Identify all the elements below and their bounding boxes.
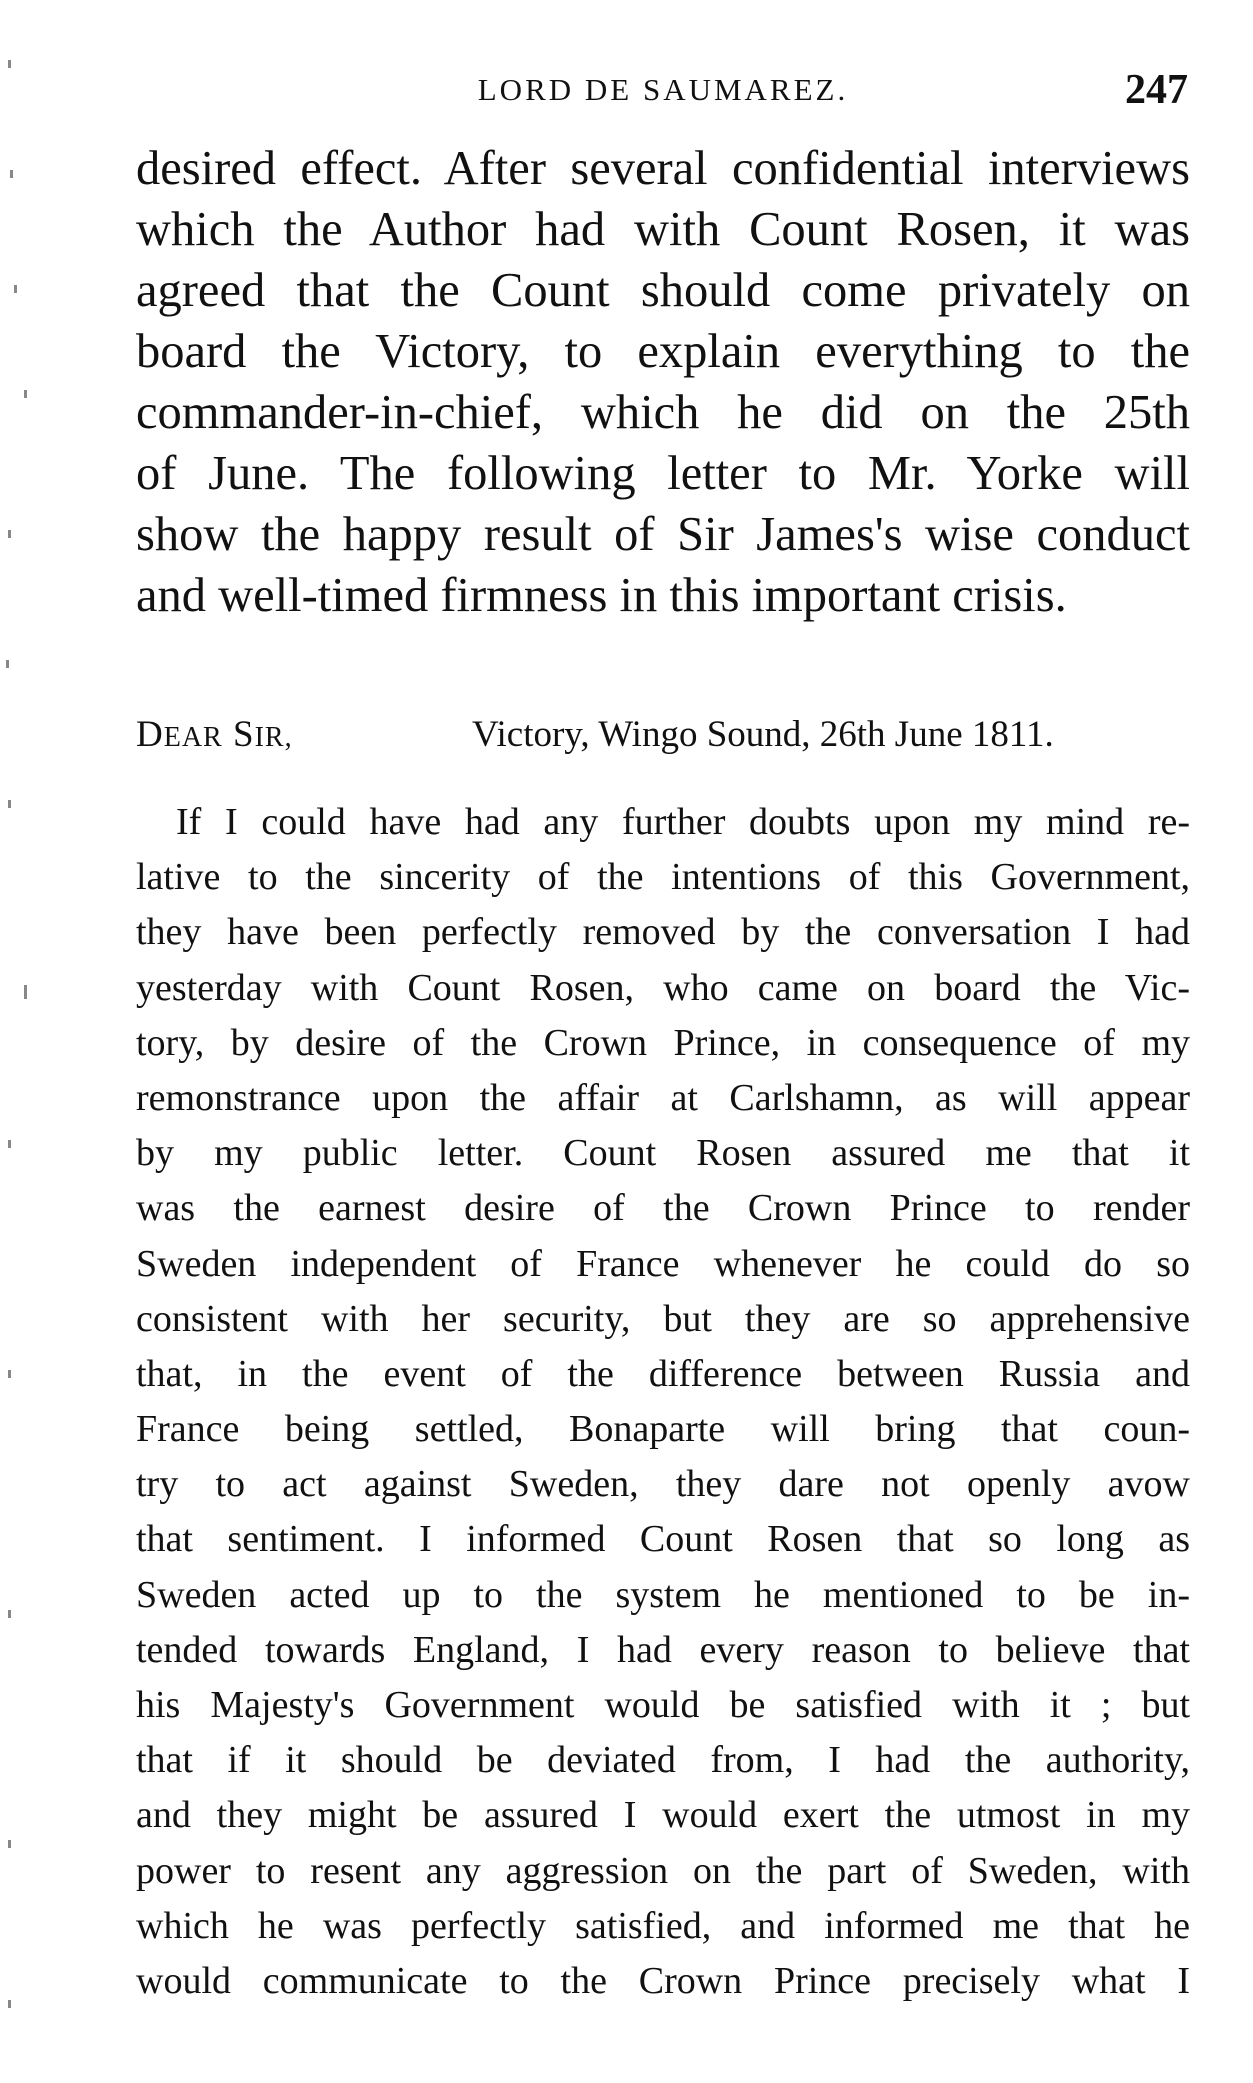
letter-heading xyxy=(136,713,1190,775)
gutter-speck xyxy=(8,1140,11,1148)
gutter-speck xyxy=(8,2000,11,2008)
gutter-speck xyxy=(24,985,27,999)
gutter-speck xyxy=(14,285,17,293)
gutter-speck xyxy=(8,1840,11,1848)
letter-line: by my public letter. Count Rosen assured me that it xyxy=(136,1132,1190,1175)
page-number: 247 xyxy=(1125,67,1188,113)
letter-line: Sweden acted up to the system he mentioned to be in- xyxy=(136,1573,1190,1616)
salutation-smallcaps: IR, xyxy=(254,722,293,753)
letter-line: try to act against Sweden, they dare not openly avow xyxy=(136,1463,1190,1506)
gutter-specks xyxy=(0,0,30,2083)
gutter-speck xyxy=(10,170,13,178)
text-line: agreed that the Count should come privately on xyxy=(136,264,1190,317)
letter-line: remonstrance upon the affair at Carlshamn, as will appear xyxy=(136,1076,1190,1119)
salutation xyxy=(136,713,293,756)
text-line: show the happy result of Sir James's wise conduct xyxy=(136,508,1190,561)
letter-line: tory, by desire of the Crown Prince, in consequence of my xyxy=(136,1021,1190,1064)
letter-line: France being settled, Bonaparte will bring that coun- xyxy=(136,1408,1190,1451)
text-line: and well-timed firmness in this important crisis. xyxy=(136,569,1067,622)
letter xyxy=(136,713,1190,2009)
letter-line: tended towards England, I had every reason to believe that xyxy=(136,1628,1190,1671)
salutation-initial: D xyxy=(136,714,164,755)
narrative-paragraph xyxy=(136,138,1190,626)
text-line: of June. The following letter to Mr. Yorke will xyxy=(136,447,1190,500)
gutter-speck xyxy=(6,660,9,668)
salutation-initial: S xyxy=(232,714,255,755)
salutation-smallcaps: EAR xyxy=(163,722,223,753)
running-head xyxy=(138,66,1188,116)
letter-line: If I could have had any further doubts upon my mind re- xyxy=(176,801,1190,843)
letter-dateline: Victory, Wingo Sound, 26th June 1811. xyxy=(472,714,1054,755)
letter-line: Sweden independent of France whenever he could do so xyxy=(136,1242,1190,1285)
gutter-speck xyxy=(8,60,11,68)
letter-line: that, in the event of the difference between Russia and xyxy=(136,1352,1190,1395)
letter-body xyxy=(136,795,1190,2009)
letter-line: consistent with her security, but they are so apprehensive xyxy=(136,1297,1190,1340)
letter-line: yesterday with Count Rosen, who came on board the Vic- xyxy=(136,966,1190,1009)
gutter-speck xyxy=(8,800,11,808)
letter-line: that sentiment. I informed Count Rosen that so long as xyxy=(136,1518,1190,1561)
letter-line: was the earnest desire of the Crown Prince to render xyxy=(136,1187,1190,1230)
letter-line: power to resent any aggression on the part of Sweden, with xyxy=(136,1849,1190,1892)
letter-line: would communicate to the Crown Prince precisely what I xyxy=(136,1959,1190,2002)
text-line: board the Victory, to explain everything to the xyxy=(136,325,1190,378)
gutter-speck xyxy=(8,1610,11,1618)
running-title: LORD DE SAUMAREZ. xyxy=(477,72,849,107)
letter-line: lative to the sincerity of the intentions of this Government, xyxy=(136,856,1190,899)
text-line: which the Author had with Count Rosen, it was xyxy=(136,203,1190,256)
text-line: commander-in-chief, which he did on the 25th xyxy=(136,386,1190,439)
gutter-speck xyxy=(24,390,27,398)
letter-line: which he was perfectly satisfied, and informed me that he xyxy=(136,1904,1190,1947)
gutter-speck xyxy=(8,530,11,538)
letter-line: his Majesty's Government would be satisfied with it ; but xyxy=(136,1684,1190,1726)
letter-line: they have been perfectly removed by the conversation I had xyxy=(136,911,1190,954)
letter-line: that if it should be deviated from, I had the authority, xyxy=(136,1739,1190,1782)
gutter-speck xyxy=(8,1370,11,1378)
letter-line: and they might be assured I would exert the utmost in my xyxy=(136,1794,1190,1837)
text-line: desired effect. After several confidential interviews xyxy=(136,142,1190,195)
